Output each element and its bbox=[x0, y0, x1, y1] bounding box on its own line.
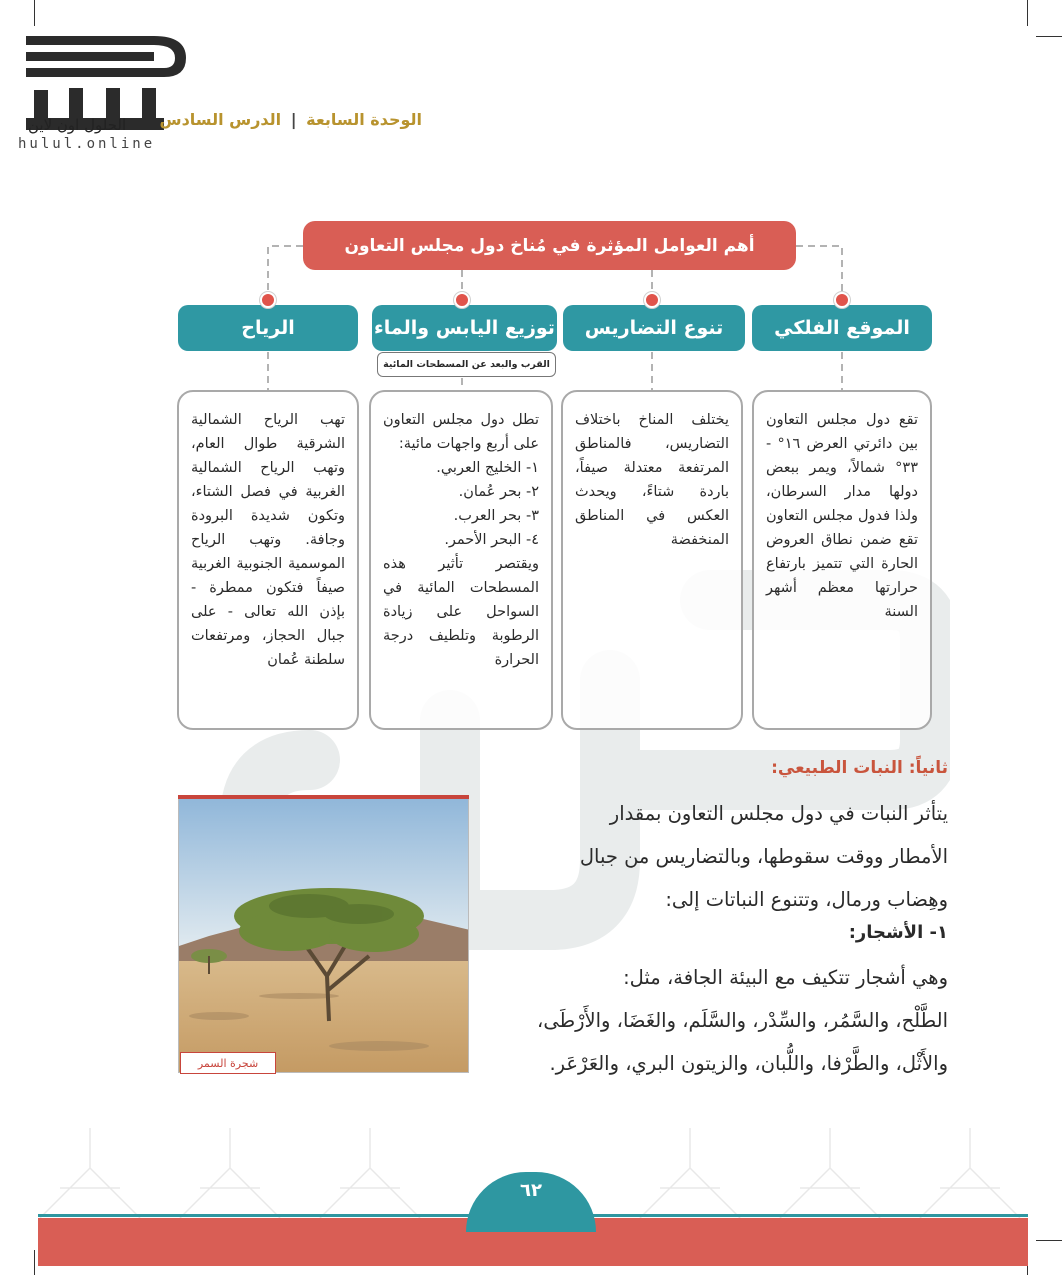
box-winds bbox=[177, 390, 359, 730]
crop-mark bbox=[34, 0, 35, 26]
text-line: الطَّلْح، والسَّمُر، والسِّدْر، والسَّلَم، والغَضَا، والأَرْطَى، bbox=[537, 1009, 948, 1032]
box-astronomical-location bbox=[752, 390, 932, 730]
crop-mark bbox=[1036, 36, 1062, 37]
crop-mark bbox=[34, 1250, 35, 1275]
logo-subtitle: الحلول اون لاين bbox=[28, 116, 127, 134]
photo-caption: شجرة السمر bbox=[180, 1052, 276, 1074]
connector-dot bbox=[644, 292, 660, 308]
box-text: تهب الرياح الشمالية الشرقية طوال العام، وتهب الرياح الشمالية الغربية في فصل الشتاء، وتكون شديدة البرودة وجافة. وتهب الرياح الموسمية الجنوبية الغربية صيفاً فتكون ممطرة - بإذن الله تعالى - على جبال الحجاز، ومرتفعات سلطنة عُمان bbox=[191, 412, 345, 668]
box-land-water-distribution bbox=[369, 390, 553, 730]
list-item: ٣- بحر العرب. bbox=[453, 508, 539, 524]
factor-astronomical-location: الموقع الفلكي bbox=[752, 305, 932, 351]
text-line: الأمطار ووقت سقوطها، وبالتضاريس من جبال bbox=[579, 845, 948, 868]
diagram-title: أهم العوامل المؤثرة في مُناخ دول مجلس التعاون bbox=[303, 221, 796, 270]
crop-mark bbox=[1036, 1240, 1062, 1241]
page-number: ٦٢ bbox=[520, 1180, 542, 1201]
factor-land-water-distribution: توزيع اليابس والماء bbox=[372, 305, 557, 351]
acacia-tree-photo bbox=[178, 795, 469, 1073]
list-item: ٤- البحر الأحمر. bbox=[444, 532, 539, 548]
box-text: تطل دول مجلس التعاون على أربع واجهات مائية: bbox=[383, 412, 539, 452]
list-item: ٢- بحر عُمان. bbox=[458, 484, 539, 500]
box-text: يختلف المناخ باختلاف التضاريس، فالمناطق المرتفعة معتدلة صيفاً، باردة شتاءً، ويحدث العكس في المناطق المنخفضة bbox=[575, 412, 729, 548]
water-bodies-list bbox=[383, 456, 539, 552]
logo-wordmark: hulul.online bbox=[18, 136, 156, 152]
lesson-label: الدرس السادس bbox=[159, 110, 282, 129]
trees-heading: ١- الأشجار: bbox=[848, 922, 948, 943]
factor-winds: الرياح bbox=[178, 305, 358, 351]
box-terrain-variety bbox=[561, 390, 743, 730]
box-text: ويقتصر تأثير هذه المسطحات المائية في السواحل على زيادة الرطوبة وتلطيف درجة الحرارة bbox=[383, 556, 539, 668]
text-line: والأَثْل، والطَّرْفا، واللُّبان، والزيتون البري، والعَرْعَر. bbox=[549, 1052, 948, 1075]
connector-dot bbox=[834, 292, 850, 308]
photo-top-bar bbox=[178, 795, 469, 799]
box-text: تقع دول مجلس التعاون بين دائرتي العرض ١٦° - ٣٣° شمالاً، ويمر ببعض دولها مدار السرطان، ولذا فدول مجلس التعاون تقع ضمن نطاق العروض الحارة التي تتميز بارتفاع حرارتها معظم أشهر السنة bbox=[766, 412, 918, 620]
factor-note: القرب والبعد عن المسطحات المائية bbox=[377, 352, 556, 377]
text-line: وهي أشجار تتكيف مع البيئة الجافة، مثل: bbox=[623, 966, 948, 989]
crop-mark bbox=[1027, 0, 1028, 26]
factor-terrain-variety: تنوع التضاريس bbox=[563, 305, 745, 351]
unit-label: الوحدة السابعة bbox=[306, 110, 422, 129]
breadcrumb bbox=[159, 110, 422, 129]
text-line: يتأثر النبات في دول مجلس التعاون بمقدار bbox=[609, 802, 948, 825]
section-heading: ثانياً: النبات الطبيعي: bbox=[771, 758, 948, 778]
connector-dot bbox=[454, 292, 470, 308]
connector-dot bbox=[260, 292, 276, 308]
breadcrumb-separator: | bbox=[290, 110, 297, 129]
text-line: وهِضاب ورمال، وتتنوع النباتات إلى: bbox=[665, 888, 948, 911]
list-item: ١- الخليج العربي. bbox=[436, 460, 539, 476]
